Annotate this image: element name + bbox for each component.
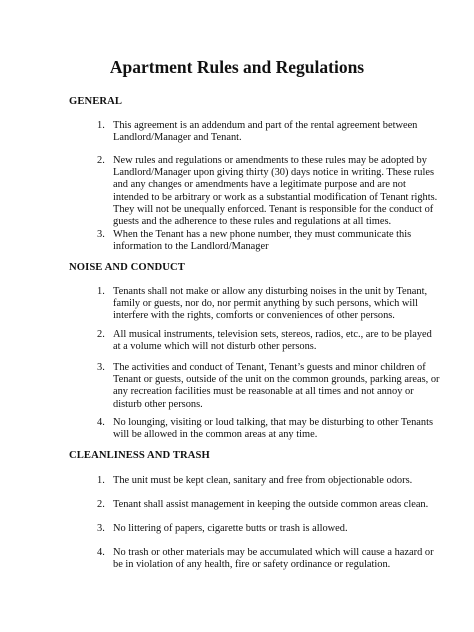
item-text — [113, 229, 443, 253]
item-text — [113, 329, 443, 353]
item-number: 4. — [97, 417, 105, 428]
item-text — [113, 523, 443, 535]
item-text — [113, 286, 443, 323]
text-line: family or guests, nor do, nor permit anything by such persons, which will — [113, 298, 419, 310]
item-number: 1. — [97, 120, 105, 131]
text-line: be in violation of any health, fire or safety ordinance or regulation. — [113, 559, 391, 571]
item-text — [113, 547, 443, 571]
item-text — [113, 155, 443, 228]
item-number: 1. — [97, 286, 105, 297]
item-text — [113, 362, 443, 411]
text-line: This agreement is an addendum and part of the rental agreement between — [113, 120, 418, 131]
text-line: interfere with the rights, comforts or conveniences of other persons. — [113, 310, 395, 322]
text-line: guests and the adherence to these rules and regulations at all times. — [113, 216, 392, 228]
text-line: No littering of papers, cigarette butts or trash is allowed. — [113, 523, 348, 534]
item-number: 3. — [97, 362, 105, 373]
item-number: 2. — [97, 499, 105, 510]
text-line: will be allowed in the common areas at any time. — [113, 429, 318, 441]
item-number: 2. — [97, 329, 105, 340]
section-heading-cleanliness-and-trash: CLEANLINESS AND TRASH — [69, 450, 210, 461]
item-text — [113, 475, 443, 487]
section-heading-general: GENERAL — [69, 96, 123, 107]
text-line: No lounging, visiting or loud talking, that may be disturbing to other Tenants — [113, 417, 434, 428]
text-line: The unit must be kept clean, sanitary and free from objectionable odors. — [113, 475, 413, 486]
text-line: Tenant or guests, outside of the unit on the common grounds, parking areas, or — [113, 374, 440, 386]
item-number: 3. — [97, 523, 105, 534]
text-line: New rules and regulations or amendments to these rules may be adopted by — [113, 155, 427, 166]
text-line: Tenant shall assist management in keeping the outside common areas clean. — [113, 499, 429, 510]
text-line: information to the Landlord/Manager — [113, 241, 269, 253]
item-text — [113, 120, 443, 144]
item-number: 3. — [97, 229, 105, 240]
text-line: Landlord/Manager and Tenant. — [113, 132, 242, 144]
text-line: disturb other persons. — [113, 398, 203, 410]
item-number: 1. — [97, 475, 105, 486]
item-text — [113, 417, 443, 441]
section-heading-noise-and-conduct: NOISE AND CONDUCT — [69, 262, 185, 273]
page-title: Apartment Rules and Regulations — [109, 57, 365, 77]
text-line: any recreation facilities must be reasonable at all times and not annoy or — [113, 386, 414, 398]
text-line: They will not be unequally enforced. Tenant is responsible for the conduct of — [113, 203, 434, 215]
text-line: at a volume which will not disturb other persons. — [113, 341, 317, 353]
text-line: When the Tenant has a new phone number, they must communicate this — [113, 229, 412, 240]
text-line: Tenants shall not make or allow any disturbing noises in the unit by Tenant, — [113, 286, 428, 297]
text-line: intended to be arbitrary or work as a substantial modification of Tenant rights. — [113, 191, 438, 203]
item-number: 4. — [97, 547, 105, 558]
item-number: 2. — [97, 155, 105, 166]
text-line: All musical instruments, television sets, stereos, radios, etc., are to be played — [113, 329, 432, 340]
text-line: Landlord/Manager upon giving thirty (30) days notice in writing. These rules — [113, 167, 434, 179]
text-line: No trash or other materials may be accumulated which will cause a hazard or — [113, 547, 434, 558]
text-line: The activities and conduct of Tenant, Tenant’s guests and minor children of — [113, 362, 426, 373]
text-line: and any changes or amendments have a legitimate purpose and are not — [113, 179, 406, 191]
item-text — [113, 499, 443, 511]
